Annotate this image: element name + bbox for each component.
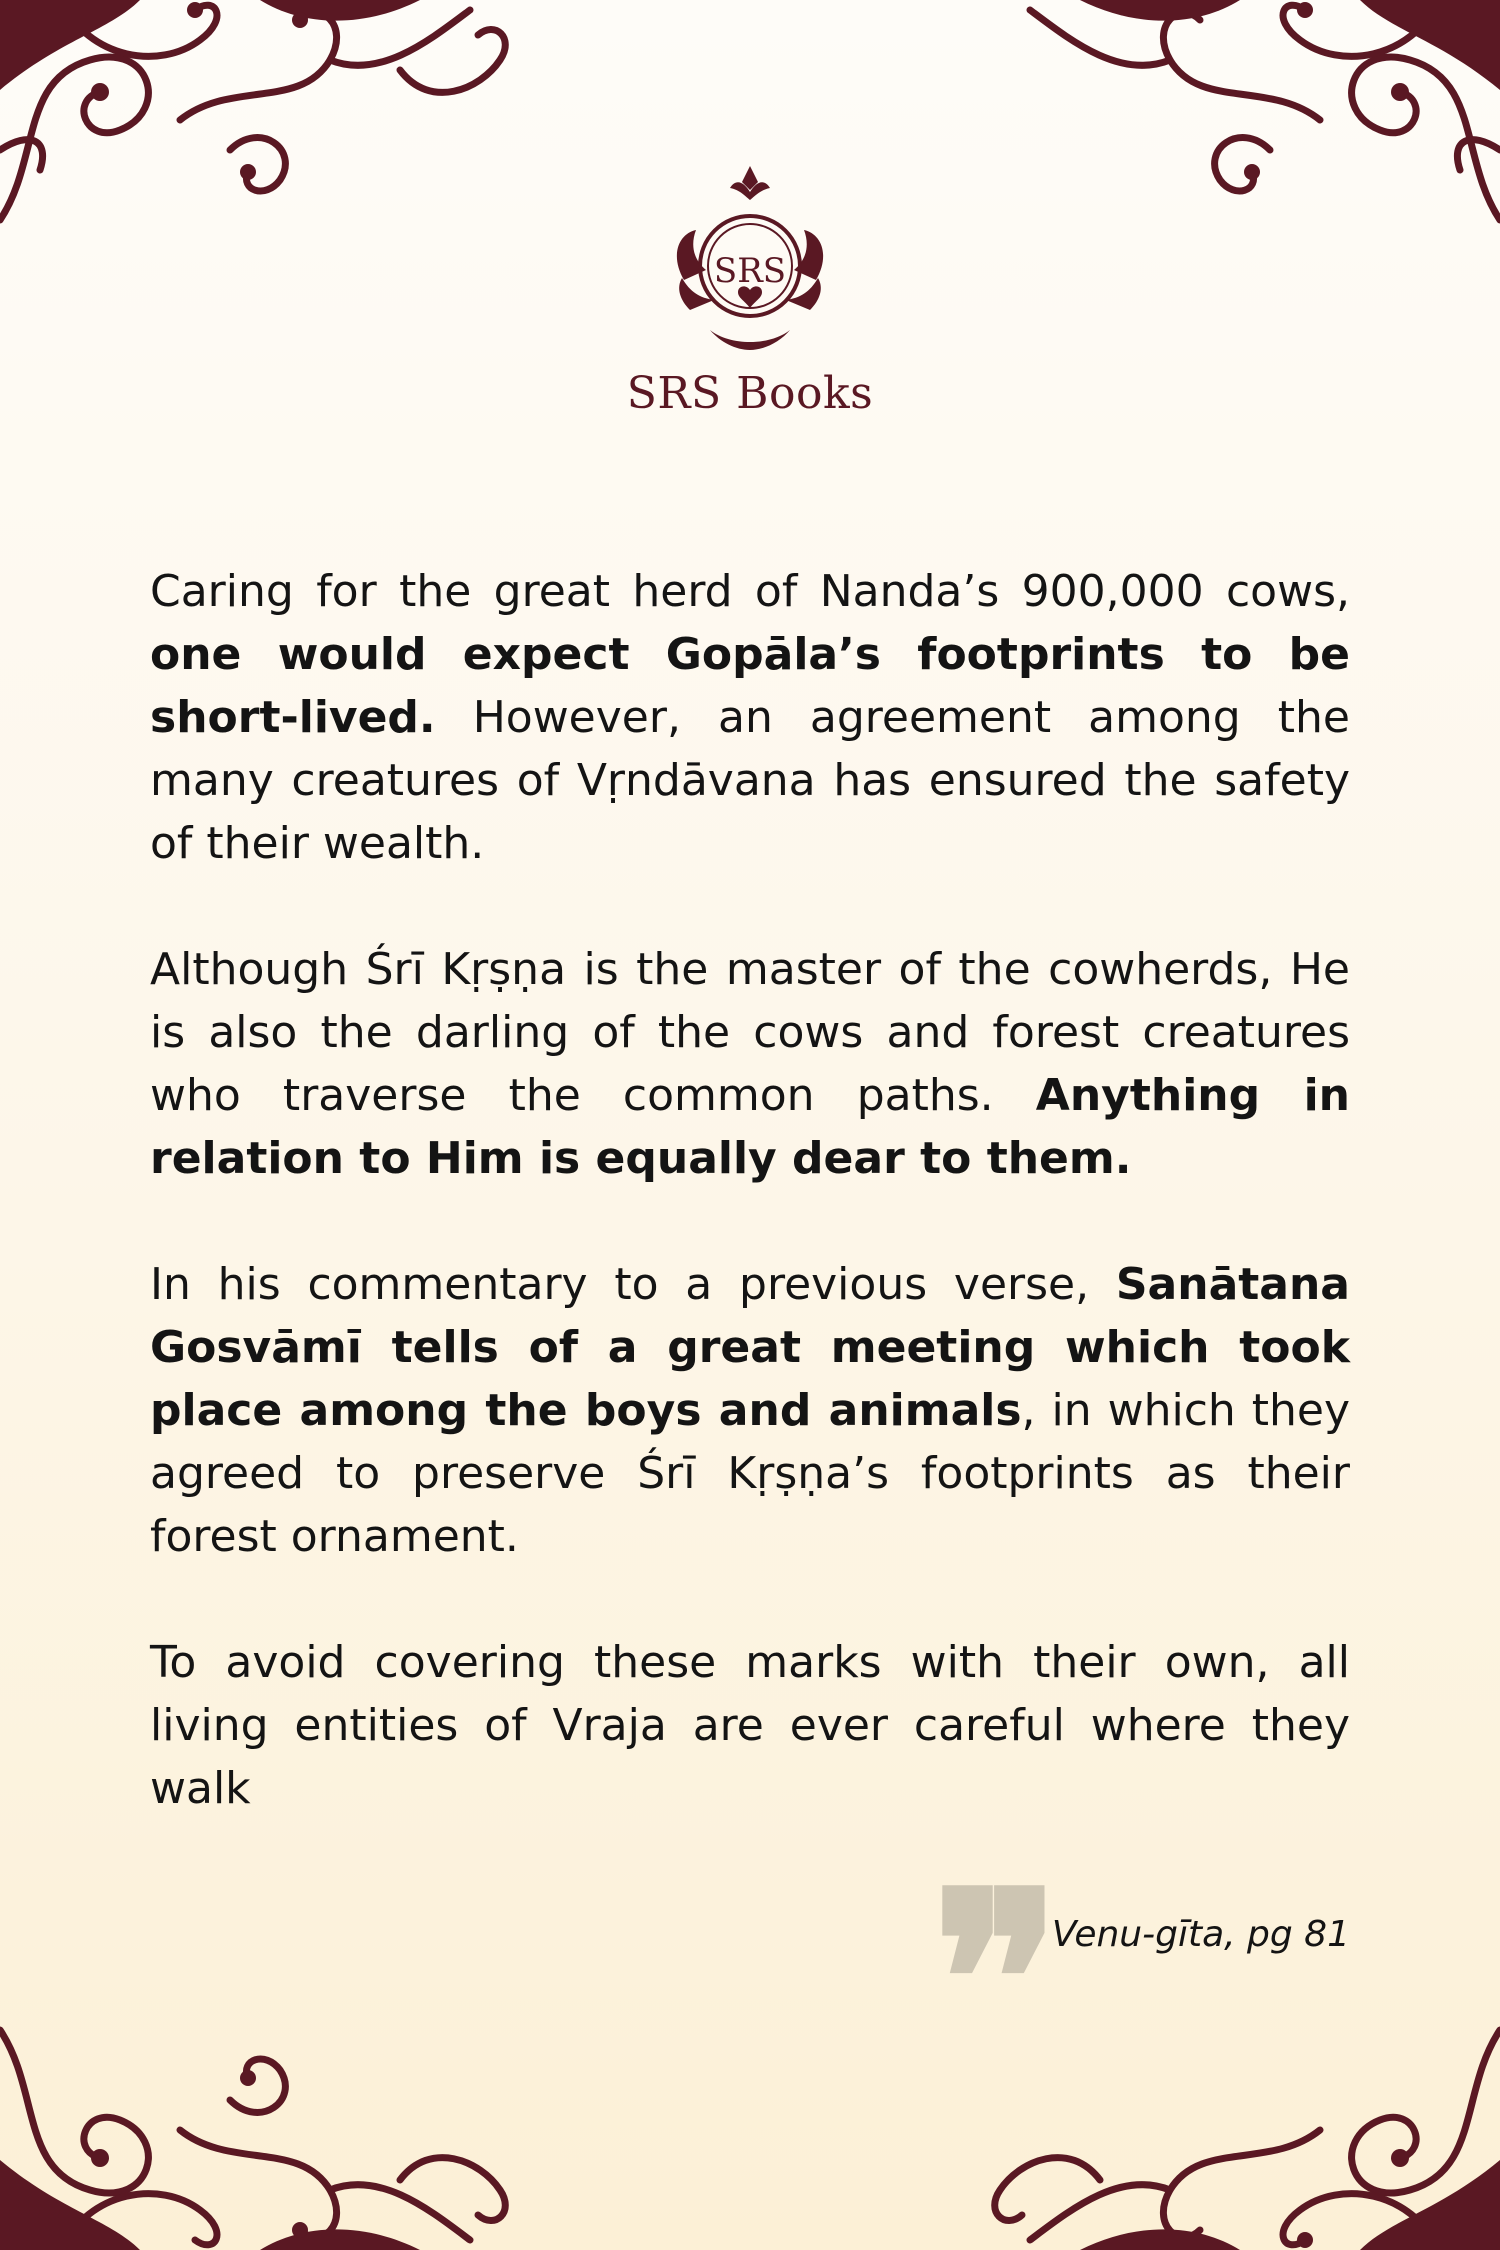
citation: Venu-gīta, pg 81 — [1051, 1914, 1350, 1955]
body-text: Caring for the great herd of Nanda’s 900,000 cows, — [150, 566, 1350, 617]
body-text: , in which they agreed to preserve Śrī Kṛṣṇa’s footprints as their forest ornament. — [150, 1385, 1350, 1562]
emphasis-text: Anything in relation to Him is equally dear to them. — [150, 1070, 1350, 1184]
paragraph — [150, 1253, 1350, 1568]
corner-ornament-bottom-left — [0, 2010, 640, 2250]
quote-mark-icon: ❞ — [932, 1839, 1062, 2121]
body-text: However, an agreement among the many creatures of Vṛndāvana has ensured the safety of their wealth. — [150, 692, 1350, 869]
crest-monogram: SRS — [713, 251, 787, 291]
srs-crest-icon — [660, 160, 840, 360]
body-text: In his commentary to a previous verse, — [150, 1259, 1116, 1310]
emphasis-text: one would expect Gopāla’s footprints to be short-lived. — [150, 629, 1350, 743]
paragraph — [150, 1631, 1350, 1820]
brand-logo — [0, 160, 1500, 419]
paragraph — [150, 938, 1350, 1190]
body-text: Although Śrī Kṛṣṇa is the master of the cowherds, He is also the darling of the cows and forest creatures who traverse the common paths. — [150, 944, 1350, 1121]
passage — [150, 560, 1350, 1883]
emphasis-text: Sanātana Gosvāmī tells of a great meeting which took place among the boys and animals — [150, 1259, 1350, 1436]
body-text: To avoid covering these marks with their own, all living entities of Vraja are ever careful where they walk — [150, 1637, 1350, 1814]
paragraph — [150, 560, 1350, 875]
brand-name: SRS Books — [626, 368, 874, 419]
